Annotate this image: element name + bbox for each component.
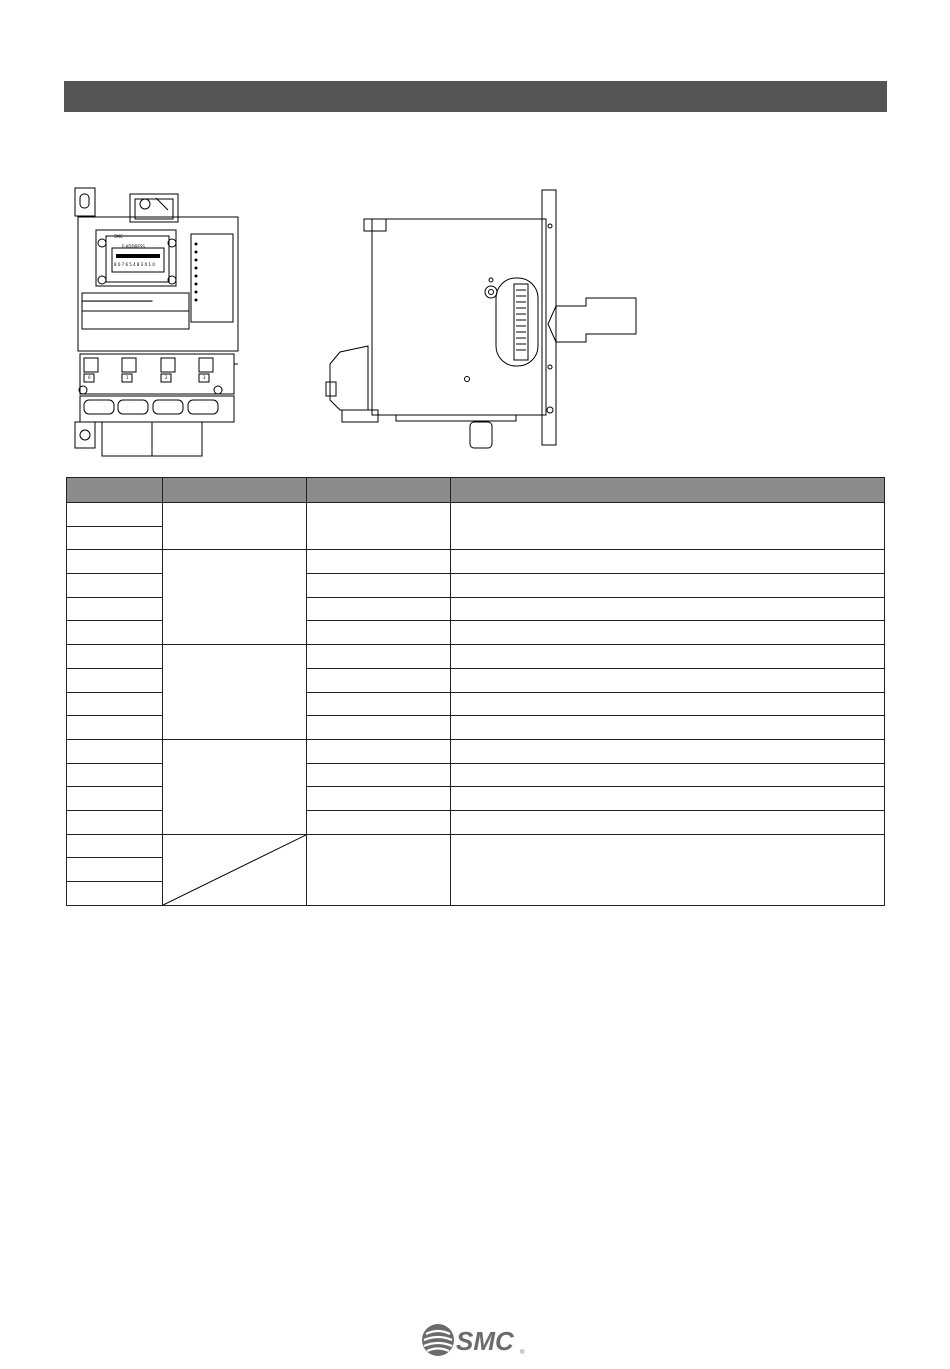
table-cell — [451, 763, 885, 787]
spec-table — [66, 477, 885, 906]
table-cell — [67, 503, 163, 527]
table-cell-not-applicable — [163, 834, 307, 905]
table-cell — [451, 834, 885, 905]
table-cell — [67, 692, 163, 716]
table-cell — [67, 810, 163, 834]
table-cell — [451, 716, 885, 740]
table-cell — [307, 692, 451, 716]
column-header — [67, 478, 163, 503]
table-cell — [451, 574, 885, 598]
port-number-2: 2 — [165, 375, 168, 380]
table-cell — [307, 621, 451, 645]
front-view-address-label: F-ADDRESS — [122, 244, 145, 249]
table-cell — [67, 668, 163, 692]
smc-logo — [420, 1322, 530, 1358]
table-cell — [307, 550, 451, 574]
front-view-digits: 8 0 7 6 5 4 8 3 X 1 0 — [114, 262, 155, 267]
column-header — [307, 478, 451, 503]
table-cell — [307, 503, 451, 550]
logo-registered-mark: ® — [520, 1350, 525, 1356]
table-cell — [451, 597, 885, 621]
table-cell — [307, 787, 451, 811]
table-row — [67, 834, 885, 858]
port-number-1: 1 — [126, 375, 129, 380]
table-cell — [67, 882, 163, 906]
table-cell — [307, 834, 451, 905]
column-header — [451, 478, 885, 503]
table-cell — [67, 763, 163, 787]
table-cell — [67, 834, 163, 858]
table-cell — [307, 810, 451, 834]
table-cell — [451, 621, 885, 645]
port-number-3: 3 — [203, 375, 206, 380]
table-cell — [307, 645, 451, 669]
column-header — [163, 478, 307, 503]
table-cell — [163, 550, 307, 645]
diagonal-slash-icon — [163, 835, 306, 905]
table-cell — [307, 763, 451, 787]
table-cell — [67, 716, 163, 740]
table-row — [67, 645, 885, 669]
unit-side-view-figure — [318, 186, 648, 458]
section-header-bar — [64, 81, 887, 112]
table-cell — [307, 668, 451, 692]
table-cell — [67, 645, 163, 669]
table-row — [67, 550, 885, 574]
table-cell — [451, 668, 885, 692]
table-cell — [451, 810, 885, 834]
table-cell — [67, 526, 163, 550]
table-cell — [451, 787, 885, 811]
table-cell — [451, 645, 885, 669]
table-cell — [67, 858, 163, 882]
table-cell — [163, 503, 307, 550]
table-cell — [163, 645, 307, 740]
table-cell — [67, 574, 163, 598]
table-cell — [307, 597, 451, 621]
logo-text: SMC — [456, 1326, 514, 1356]
table-cell — [67, 739, 163, 763]
table-header-row — [67, 478, 885, 503]
table-cell — [67, 621, 163, 645]
table-cell — [67, 787, 163, 811]
table-cell — [451, 550, 885, 574]
table-cell — [67, 550, 163, 574]
unit-front-view-figure — [66, 186, 246, 458]
table-cell — [451, 692, 885, 716]
table-cell — [451, 503, 885, 550]
table-row — [67, 503, 885, 527]
table-row — [67, 739, 885, 763]
table-cell — [163, 739, 307, 834]
table-cell — [307, 716, 451, 740]
table-cell — [451, 739, 885, 763]
table-cell — [67, 597, 163, 621]
table-cell — [307, 739, 451, 763]
front-view-brand: SMC — [114, 234, 123, 239]
table-cell — [307, 574, 451, 598]
port-number-0: 0 — [88, 375, 91, 380]
